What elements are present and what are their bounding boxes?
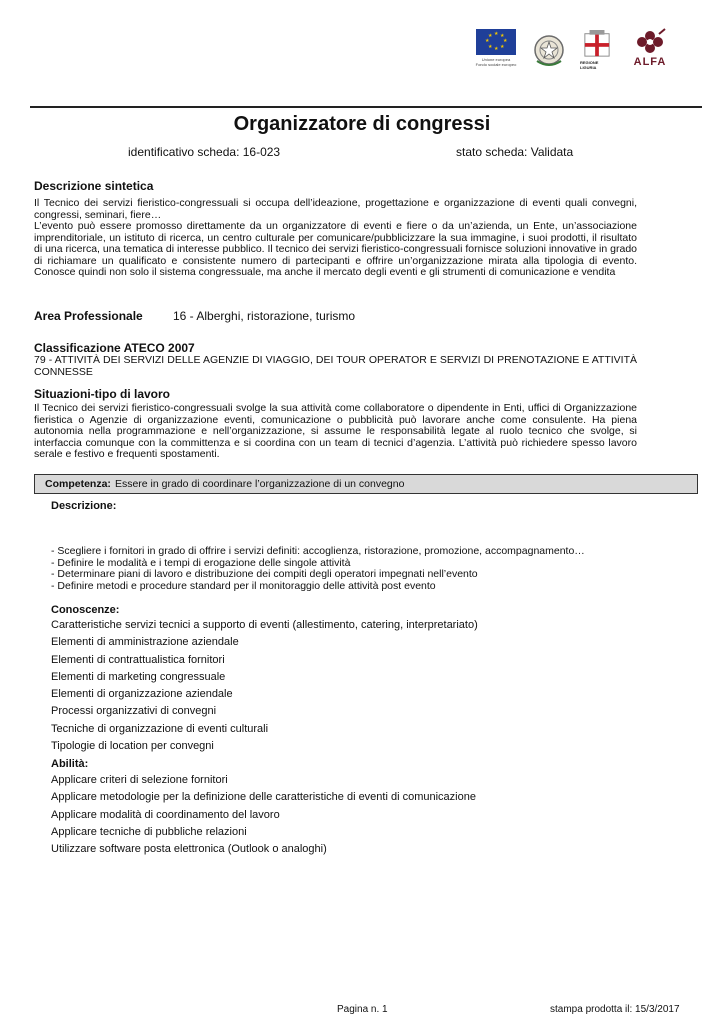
liguria-caption: REGIONE LIGURIA <box>580 60 599 70</box>
conoscenza-item: Tipologie di location per convegni <box>51 740 214 753</box>
abilita-item: Applicare modalità di coordinamento del lavoro <box>51 808 280 821</box>
liguria-crest-icon <box>583 30 611 58</box>
competenza-value: Essere in grado di coordinare l’organizzazione di un convegno <box>114 478 405 490</box>
ateco-text: 79 - ATTIVITÀ DEI SERVIZI DELLE AGENZIE DI VIAGGIO, DEI TOUR OPERATOR E SERVIZI DI PRENOTAZIONE E ATTIVITÀ CONNESSE <box>34 354 637 378</box>
header-logos <box>474 28 672 72</box>
competenza-box <box>34 474 698 494</box>
area-heading: Area Professionale <box>34 309 143 323</box>
eu-flag-icon: ★ ★ ★ ★ ★ ★ ★ ★ <box>476 29 516 55</box>
page-number: Pagina n. 1 <box>337 1004 388 1015</box>
conoscenza-item: Tecniche di organizzazione di eventi culturali <box>51 722 269 735</box>
conoscenza-item: Elementi di contrattualistica fornitori <box>51 653 225 666</box>
abilita-item: Utilizzare software posta elettronica (Outlook o analoghi) <box>51 843 327 856</box>
alfa-logo <box>628 28 672 72</box>
conoscenza-item: Elementi di organizzazione aziendale <box>51 688 233 701</box>
header-divider <box>30 106 702 108</box>
conoscenza-item: Caratteristiche servizi tecnici a supporto di eventi (allestimento, catering, interpretariato) <box>51 619 478 631</box>
descrizione-sub-label: Descrizione: <box>51 500 117 512</box>
ateco-heading: Classificazione ATECO 2007 <box>34 341 195 355</box>
situazioni-text: Il Tecnico dei servizi fieristico-congressuali svolge la sua attività come collaboratore o dipendente in Enti, uffici di Organizzazione fieristica o Agenzie di organizzazione eventi, comunicazione o pubblicità può lavorare anche come consulente. Ha piena autonomia nella programmazione e nell’organizzazione, si assume le responsabilità legate al ruolo tecnico che svolge, si interfaccia comunque con la committenza e si coordina con un team di tecnici d’agenzia. L’attività può richiedere spesso lavoro serale e festivo e frequenti spostamenti. <box>34 402 637 460</box>
scheda-status: stato scheda: Validata <box>456 145 574 159</box>
alfa-wordmark: ALFA <box>633 56 667 68</box>
page-title: Organizzatore di congressi <box>233 113 491 135</box>
abilita-item: Applicare tecniche di pubbliche relazioni <box>51 825 247 838</box>
descrizione-items: - Scegliere i fornitori in grado di offrire i servizi definiti: accoglienza, ristorazione, promozione, accompagnamento… - Definire le modalità e i tempi di erogazione delle singole attività - Determinare piani di lavoro e distribuzione dei compiti degli operatori impegnati nell’evento - Definire metodi e procedure standard per il monitoraggio delle attività post evento <box>51 545 585 592</box>
scheda-id: identificativo scheda: 16-023 <box>128 145 281 159</box>
print-date: stampa prodotta il: 15/3/2017 <box>550 1004 680 1015</box>
regione-liguria-logo <box>580 30 614 70</box>
conoscenza-item: Elementi di amministrazione aziendale <box>51 636 239 649</box>
italian-republic-emblem-icon <box>532 31 566 69</box>
alfa-flower-icon <box>633 28 667 56</box>
abilita-label: Abilità: <box>51 758 89 770</box>
abilita-item: Applicare metodologie per la definizione delle caratteristiche di eventi di comunicazione <box>51 791 476 804</box>
abilita-item: Applicare criteri di selezione fornitori <box>51 774 228 786</box>
situazioni-heading: Situazioni-tipo di lavoro <box>34 387 170 401</box>
descrizione-heading: Descrizione sintetica <box>34 179 154 193</box>
conoscenze-list <box>51 617 478 755</box>
abilita-list <box>51 772 476 858</box>
conoscenza-item: Processi organizzativi di convegni <box>51 705 217 718</box>
competenza-label: Competenza: <box>45 478 111 490</box>
area-value: 16 - Alberghi, ristorazione, turismo <box>173 309 356 323</box>
conoscenze-label: Conoscenze: <box>51 604 120 616</box>
eu-logo <box>474 29 518 71</box>
descrizione-text: Il Tecnico dei servizi fieristico-congressuali si occupa dell’ideazione, progettazione e organizzazione di eventi quali convegni, congressi, seminari, fiere… L’evento può essere promosso direttamente da un organizzatore di eventi e fiere o da un’azienda, un Ente, un’associazione imprenditoriale, un istituto di ricerca, un centro culturale per comunicare/pubblicizzare la sua immagine, i suoi prodotti, il risultato di una ricerca, una tematica di interesse pubblico. Il tecnico dei servizi fieristico-congressuali fornisce soluzioni innovative in grado di richiamare un qualificato e consistente numero di partecipanti e offrire un’organizzazione mirata alla tipologia di evento. Conosce quindi non solo il sistema congressuale, ma anche il mercato degli eventi e gli strumenti di comunicazione e vendita <box>34 197 637 278</box>
eu-caption: Unione europea Fondo sociale europeo <box>475 57 517 67</box>
conoscenza-item: Elementi di marketing congressuale <box>51 670 226 683</box>
